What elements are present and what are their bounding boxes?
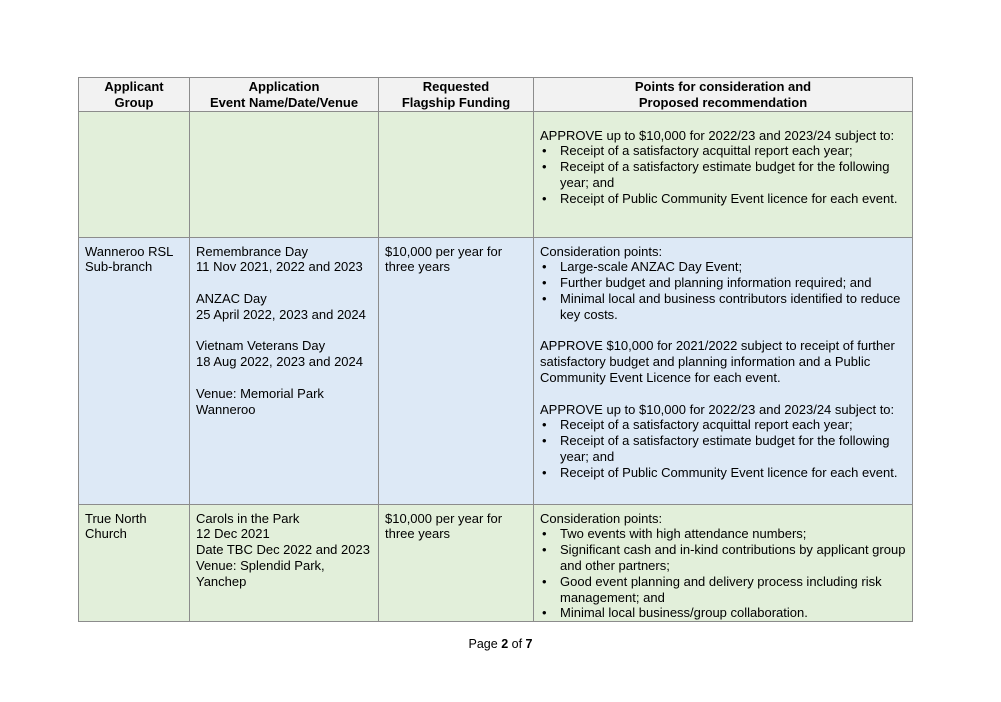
approve-statement: APPROVE up to $10,000 for 2022/23 and 2023/24 subject to: <box>540 401 895 417</box>
list-item: • Two events with high attendance numbers; <box>540 526 906 542</box>
consideration-label: Consideration points: <box>540 243 663 259</box>
condition-list <box>540 143 906 206</box>
approve-statement: APPROVE $10,000 for 2021/2022 subject to receipt of further satisfactory budget and planning information and a Public Community Event Licence for each event. <box>540 338 895 385</box>
consideration-label: Consideration points: <box>540 510 663 526</box>
cell-application <box>190 237 379 504</box>
event-vietnam-veterans-day: Vietnam Veterans Day 18 Aug 2022, 2023 and 2024 <box>196 338 363 370</box>
list-item: • Receipt of a satisfactory acquittal report each year; <box>540 417 906 433</box>
list-item: • Further budget and planning information required; and <box>540 275 906 291</box>
cell-funding: $10,000 per year for three years <box>379 237 534 504</box>
cell-funding <box>379 111 534 237</box>
header-requested-funding: Requested Flagship Funding <box>379 78 534 112</box>
header-points-recommendation: Points for consideration and Proposed recommendation <box>534 78 913 112</box>
cell-application: Carols in the Park 12 Dec 2021 Date TBC Dec 2022 and 2023 Venue: Splendid Park, Yanchep <box>190 504 379 622</box>
cell-recommendation <box>534 111 913 237</box>
list-item: • Minimal local and business contributors identified to reduce key costs. <box>540 291 906 323</box>
list-item: • Receipt of a satisfactory estimate budget for the following year; and <box>540 433 906 465</box>
header-applicant-group: Applicant Group <box>79 78 190 112</box>
cell-application <box>190 111 379 237</box>
list-item: • Good event planning and delivery process including risk management; and <box>540 574 906 606</box>
condition-list <box>540 417 906 480</box>
cell-recommendation <box>534 504 913 622</box>
list-item: • Receipt of a satisfactory acquittal report each year; <box>540 143 906 159</box>
list-item: • Large-scale ANZAC Day Event; <box>540 259 906 275</box>
header-application: Application Event Name/Date/Venue <box>190 78 379 112</box>
page-number: Page 2 of 7 <box>468 637 533 651</box>
funding-table <box>78 77 913 622</box>
consideration-list <box>540 259 906 322</box>
approve-statement: APPROVE up to $10,000 for 2022/23 and 2023/24 subject to: <box>540 127 895 143</box>
list-item: • Receipt of a satisfactory estimate budget for the following year; and <box>540 159 906 191</box>
consideration-list <box>540 526 906 621</box>
table-header-row <box>79 78 913 112</box>
event-anzac-day: ANZAC Day 25 April 2022, 2023 and 2024 <box>196 290 366 322</box>
cell-applicant: Wanneroo RSL Sub-branch <box>79 237 190 504</box>
cell-applicant <box>79 111 190 237</box>
event-venue: Venue: Memorial Park Wanneroo <box>196 385 324 417</box>
cell-funding: $10,000 per year for three years <box>379 504 534 622</box>
list-item: • Receipt of Public Community Event licence for each event. <box>540 191 906 207</box>
cell-applicant: True North Church <box>79 504 190 622</box>
list-item: • Receipt of Public Community Event licence for each event. <box>540 465 906 481</box>
table-row <box>79 111 913 237</box>
cell-recommendation <box>534 237 913 504</box>
table-row <box>79 237 913 504</box>
table-row <box>79 504 913 622</box>
list-item: • Minimal local business/group collaboration. <box>540 605 906 621</box>
list-item: • Significant cash and in-kind contributions by applicant group and other partners; <box>540 542 906 574</box>
event-remembrance-day: Remembrance Day 11 Nov 2021, 2022 and 2023 <box>196 243 363 275</box>
